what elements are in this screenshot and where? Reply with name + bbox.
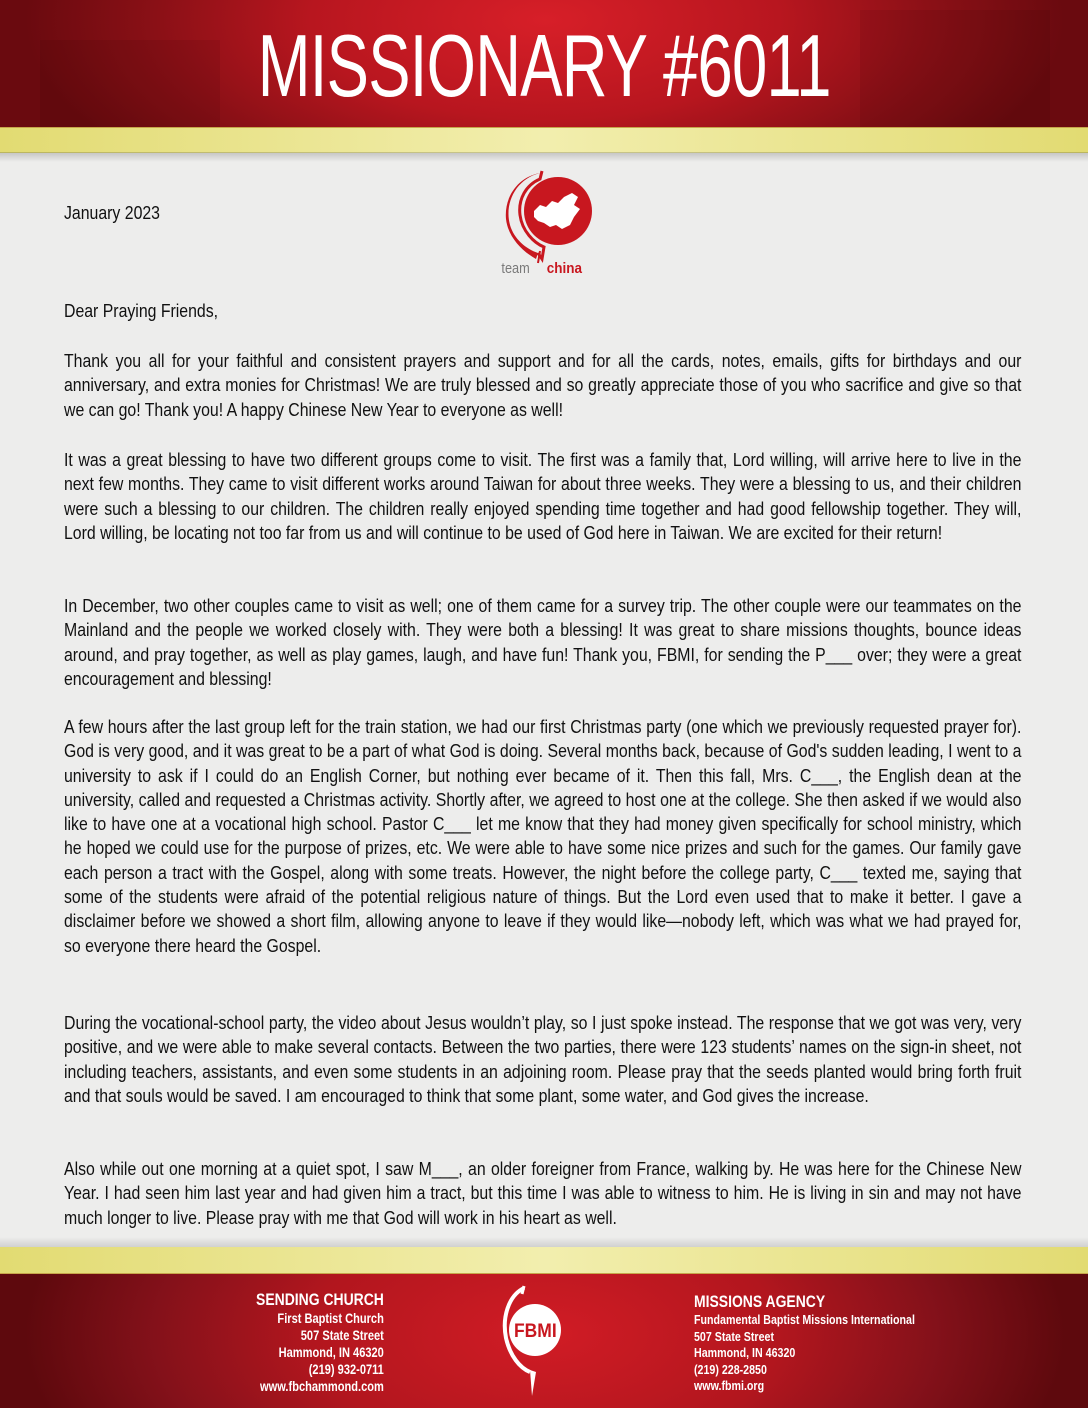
letter-greeting: Dear Praying Friends, — [64, 301, 219, 321]
letter-paragraph: A few hours after the last group left for the train station, we had our first Christmas party (one which we previously requested prayer for). God is very good, and it was great to be a part of what God is doing. Several months back, because of God's sudden leading, I went to a university to ask if I could do an English Corner, but nothing ever became of it. Then this fall, Mrs. C___, the English dean at the university, called and requested a Christmas activity. Shortly after, we agreed to host one at the college. She then asked if we would also like to have one at a vocational high school. Pastor C___ let me know that they had money given specifically for school ministry, which he hoped we could use for the purpose of prizes, etc. We were able to have some nice prizes and such for the games. Our family gave each person a tract with the Gospel, along with some treats. However, the night before the college party, C___ texted me, saying that some of the students were afraid of the potential religious nature of things. But the Lord even used that to make it better. I gave a disclaimer before we showed a short film, allowing anyone to leave if they would like—nobody left, which was what we had prayed for, so everyone there heard the Gospel. — [64, 717, 1022, 956]
fbmi-logo — [502, 1284, 562, 1404]
footer-banner — [0, 1274, 1088, 1408]
sending-church-heading: SENDING CHURCH — [256, 1290, 384, 1309]
header-shadow — [0, 152, 1088, 162]
footer-shadow — [0, 1237, 1088, 1247]
footer-accent-band — [0, 1247, 1088, 1274]
missions-agency-website: www.fbmi.org — [694, 1378, 765, 1393]
fbmi-logo-text: FBMI — [514, 1319, 557, 1342]
missions-agency-block — [694, 1292, 915, 1395]
letter-paragraph: It was a great blessing to have two different groups come to visit. The first was a family that, Lord willing, will arrive here to live in the next few months. They came to visit different works around Taiwan for about three weeks. They were a blessing to us, and their children were such a blessing to our children. The children really enjoyed spending time together and had good fellowship together. They will, Lord willing, be locating not too far from us and will continue to be used of God here in Taiwan. We are excited for their return! — [64, 450, 1022, 543]
sending-church-phone: (219) 932-0711 — [308, 1362, 384, 1377]
sending-church-street: 507 State Street — [300, 1328, 384, 1343]
sending-church-city: Hammond, IN 46320 — [278, 1345, 384, 1360]
missions-agency-name: Fundamental Baptist Missions International — [694, 1312, 915, 1327]
sending-church-block — [256, 1290, 384, 1395]
china-map-globe-icon — [506, 171, 592, 263]
logo-text-china: china — [546, 260, 583, 277]
sending-church-website: www.fbchammond.com — [260, 1379, 384, 1394]
missions-agency-phone: (219) 228-2850 — [694, 1361, 767, 1377]
page-title: MISSIONARY #6011 — [257, 16, 831, 115]
header-accent-band — [0, 127, 1088, 153]
missions-agency-street: 507 State Street — [694, 1328, 775, 1344]
logo-text-team: team — [501, 258, 530, 277]
letter-paragraph: In December, two other couples came to visit as well; one of them came for a survey trip. The other couple were our teammates on the Mainland and the people we worked closely with. They were both a blessing! It was great to share missions thoughts, bounce ideas around, and pray together, as well as play games, laugh, and have fun! Thank you, FBMI, for sending the P___ over; they were a great encouragement and blessing! — [64, 596, 1022, 689]
header-banner — [0, 0, 1088, 128]
team-china-logo — [500, 167, 600, 277]
missions-agency-heading: MISSIONS AGENCY — [694, 1292, 826, 1311]
sending-church-name: First Baptist Church — [277, 1311, 384, 1326]
letter-date: January 2023 — [64, 203, 161, 223]
letter-paragraph: During the vocational-school party, the video about Jesus wouldn’t play, so I just spoke instead. The response that we got was very, very positive, and we were able to make several contacts. Between the two parties, there were 123 students’ names on the sign-in sheet, not including teachers, assistants, and even some students in an adjoining room. Please pray that the seeds planted would bring forth fruit and that souls would be saved. I am encouraged to think that some plant, some water, and God gives the increase. — [64, 1013, 1022, 1106]
letter-paragraph: Also while out one morning at a quiet spot, I saw M___, an older foreigner from France, walking by. He was here for the Chinese New Year. I had seen him last year and had given him a tract, but this time I was able to witness to him. He is living in sin and may not have much longer to live. Please pray with me that God will work in his heart as well. — [64, 1159, 1022, 1228]
letter-paragraph: Thank you all for your faithful and consistent prayers and support and for all the cards, notes, emails, gifts for birthdays and our anniversary, and extra monies for Christmas! We are truly blessed and so greatly appreciate those of you who sacrifice and give so that we can go! Thank you! A happy Chinese New Year to everyone as well! — [64, 351, 1022, 420]
missions-agency-city: Hammond, IN 46320 — [694, 1345, 796, 1360]
